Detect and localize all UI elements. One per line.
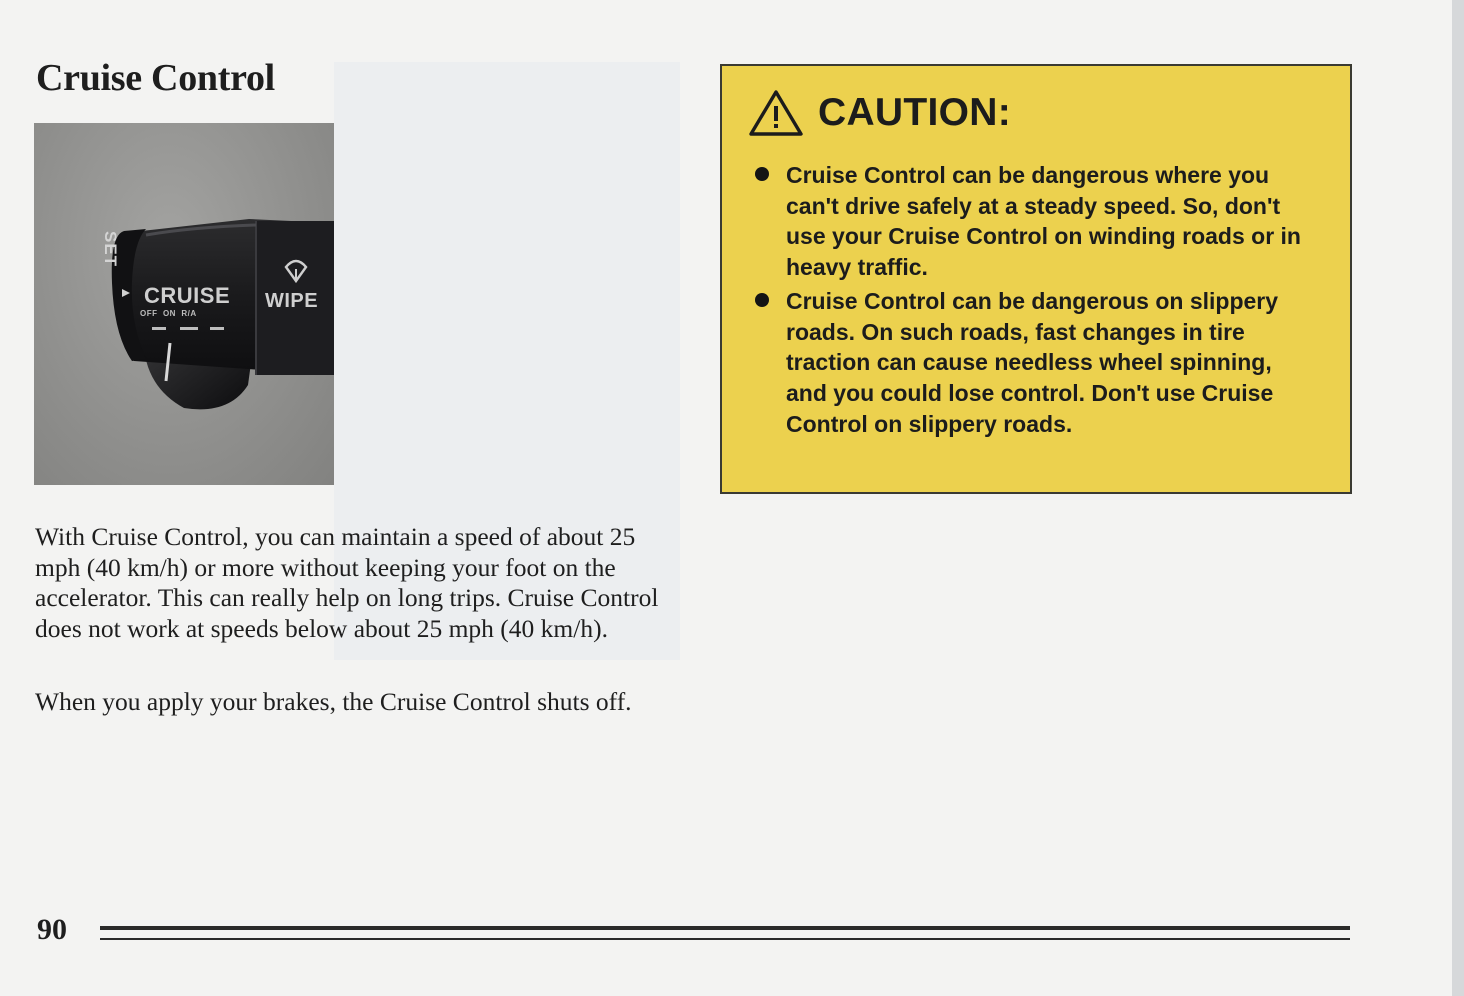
caution-item-text: Cruise Control can be dangerous where you can't drive safely at a steady speed. So, don't use your Cruise Control on winding roads or in heavy traffic. xyxy=(786,162,1301,281)
warning-triangle-icon xyxy=(748,88,804,138)
caution-list xyxy=(786,160,1306,442)
page-number: 90 xyxy=(37,913,67,946)
lever-label-wipe: WIPE xyxy=(265,290,319,312)
lever-label-set: SET xyxy=(101,231,120,268)
page-edge xyxy=(1452,0,1464,996)
footer-rule xyxy=(100,926,1350,930)
caution-header xyxy=(748,88,1011,138)
caution-title: CAUTION: xyxy=(818,91,1012,134)
cruise-control-lever-photo xyxy=(34,123,334,485)
caution-item xyxy=(786,286,1306,440)
caution-box xyxy=(720,64,1352,494)
lever-label-modes: OFF ON R/A xyxy=(140,309,197,318)
bullet-icon xyxy=(755,293,769,307)
intro-paragraph: With Cruise Control, you can maintain a speed of about 25 mph (40 km/h) or more without keeping your foot on the accelerator. This can really help on long trips. Cruise Control does not work at speeds below about 25 mph (40 km/h). xyxy=(35,522,659,643)
brake-paragraph: When you apply your brakes, the Cruise Control shuts off. xyxy=(35,687,632,716)
caution-item-text: Cruise Control can be dangerous on slippery roads. On such roads, fast changes in tire traction can cause needless wheel spinning, and you could lose control. Don't use Cruise Control on slippery roads. xyxy=(786,287,1279,437)
footer-rule-thin xyxy=(100,938,1350,940)
bullet-icon xyxy=(755,167,769,181)
lever-label-cruise: CRUISE xyxy=(144,283,231,308)
caution-item xyxy=(786,160,1306,283)
page-title: Cruise Control xyxy=(36,57,275,99)
